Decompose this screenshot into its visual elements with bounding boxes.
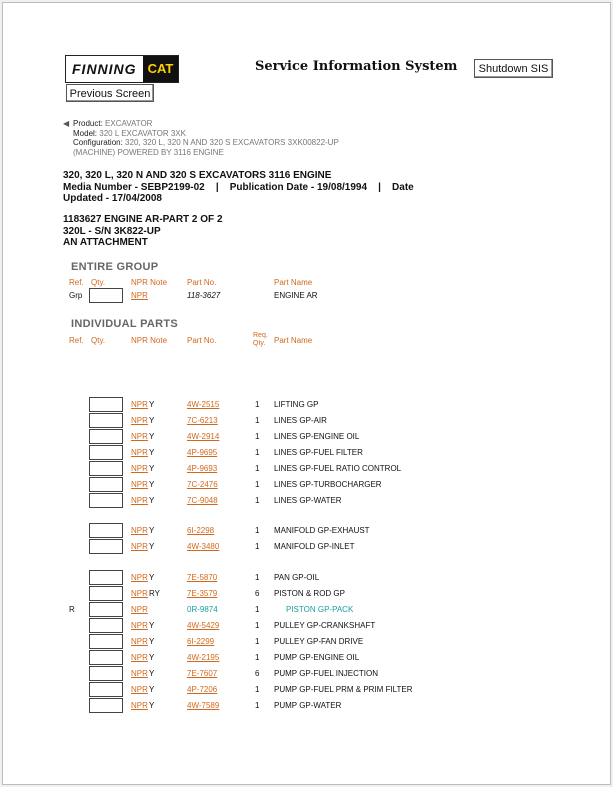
table-row xyxy=(3,650,610,666)
previous-screen-button[interactable]: Previous Screen xyxy=(66,84,154,102)
part-name: MANIFOLD GP-EXHAUST xyxy=(274,526,370,535)
part-number-link[interactable]: 7E-3579 xyxy=(187,589,218,598)
req-qty: 1 xyxy=(255,542,260,551)
part-number-link[interactable]: 4W-2195 xyxy=(187,653,220,662)
part-number-link[interactable]: 7C-2476 xyxy=(187,480,218,489)
qty-input[interactable] xyxy=(89,602,123,617)
req-qty: 1 xyxy=(255,526,260,535)
req-qty: 1 xyxy=(255,685,260,694)
qty-input[interactable] xyxy=(89,682,123,697)
part-name: MANIFOLD GP-INLET xyxy=(274,542,355,551)
npr-note: Y xyxy=(149,637,155,646)
logo-cat-text: CAT xyxy=(143,56,179,82)
row-ref: Grp xyxy=(69,291,83,300)
part-name: PUMP GP-WATER xyxy=(274,701,342,710)
npr-link[interactable]: NPR xyxy=(131,542,148,551)
req-qty: 1 xyxy=(255,605,260,614)
part-number-link[interactable]: 0R-9874 xyxy=(187,605,218,614)
logo-finning-text: FINNING xyxy=(72,61,137,77)
qty-input[interactable] xyxy=(89,429,123,444)
part-name: PULLEY GP-CRANKSHAFT xyxy=(274,621,376,630)
part-name: PULLEY GP-FAN DRIVE xyxy=(274,637,364,646)
finning-cat-logo xyxy=(65,55,179,83)
qty-input[interactable] xyxy=(89,477,123,492)
npr-note: Y xyxy=(149,701,155,710)
product-info xyxy=(63,119,339,157)
col-head-req-qty-label: Qty. xyxy=(253,340,266,347)
qty-input[interactable] xyxy=(89,586,123,601)
npr-link[interactable]: NPR xyxy=(131,701,148,710)
npr-note: Y xyxy=(149,432,155,441)
col-head-part-name: Part Name xyxy=(274,278,313,287)
table-row xyxy=(3,682,610,698)
part-name: LINES GP-TURBOCHARGER xyxy=(274,480,382,489)
col-head-part-name: Part Name xyxy=(274,336,313,345)
product-value: EXCAVATOR xyxy=(105,119,153,128)
shutdown-sis-button[interactable]: Shutdown SIS xyxy=(474,59,553,78)
npr-link[interactable]: NPR xyxy=(131,432,148,441)
part-number-link[interactable]: 4W-5429 xyxy=(187,621,220,630)
npr-link[interactable]: NPR xyxy=(131,480,148,489)
qty-input[interactable] xyxy=(89,666,123,681)
qty-input[interactable] xyxy=(89,618,123,633)
qty-input[interactable] xyxy=(89,397,123,412)
part-number-link[interactable]: 4W-2914 xyxy=(187,432,220,441)
part-number: 118-3627 xyxy=(187,291,221,300)
part-name: PISTON & ROD GP xyxy=(274,589,345,598)
qty-input[interactable] xyxy=(89,493,123,508)
part-name: LINES GP-FUEL FILTER xyxy=(274,448,363,457)
individual-parts-title: INDIVIDUAL PARTS xyxy=(71,318,179,330)
req-qty: 1 xyxy=(255,480,260,489)
col-head-req: Req. xyxy=(253,332,268,339)
qty-input[interactable] xyxy=(89,288,123,303)
npr-link[interactable]: NPR xyxy=(131,496,148,505)
table-row xyxy=(3,493,610,509)
table-row xyxy=(3,523,610,539)
date-updated-line: Updated - 17/04/2008 xyxy=(63,193,162,204)
part-name: LIFTING GP xyxy=(274,400,319,409)
npr-note: Y xyxy=(149,400,155,409)
qty-input[interactable] xyxy=(89,461,123,476)
table-row xyxy=(3,397,610,413)
table-row xyxy=(3,445,610,461)
npr-link[interactable]: NPR xyxy=(131,605,148,614)
npr-note: Y xyxy=(149,542,155,551)
npr-link[interactable]: NPR xyxy=(131,573,148,582)
part-number-link[interactable]: 4W-3480 xyxy=(187,542,220,551)
req-qty: 1 xyxy=(255,416,260,425)
npr-link[interactable]: NPR xyxy=(131,685,148,694)
qty-input[interactable] xyxy=(89,698,123,713)
part-number-link[interactable]: 4P-9695 xyxy=(187,448,218,457)
part-number-link[interactable]: 7E-5870 xyxy=(187,573,218,582)
col-head-part-no: Part No. xyxy=(187,336,217,345)
npr-link[interactable]: NPR xyxy=(131,291,148,300)
table-row xyxy=(3,602,610,618)
npr-note: Y xyxy=(149,464,155,473)
npr-link[interactable]: NPR xyxy=(131,589,148,598)
qty-input[interactable] xyxy=(89,413,123,428)
table-row xyxy=(3,570,610,586)
qty-input[interactable] xyxy=(89,650,123,665)
req-qty: 1 xyxy=(255,621,260,630)
part-name: ENGINE AR xyxy=(274,291,318,300)
part-name: LINES GP-ENGINE OIL xyxy=(274,432,360,441)
col-head-ref: Ref. xyxy=(69,336,84,345)
document-title: 320, 320 L, 320 N AND 320 S EXCAVATORS 3116 ENGINE xyxy=(63,170,332,181)
req-qty: 1 xyxy=(255,637,260,646)
npr-link[interactable]: NPR xyxy=(131,653,148,662)
npr-link[interactable]: NPR xyxy=(131,669,148,678)
col-head-npr-note: NPR Note xyxy=(131,278,168,287)
req-qty: 1 xyxy=(255,496,260,505)
qty-input[interactable] xyxy=(89,570,123,585)
product-label: Product: xyxy=(73,119,103,128)
npr-note: Y xyxy=(149,573,155,582)
part-number-link[interactable]: 4P-7206 xyxy=(187,685,218,694)
table-row xyxy=(3,429,610,445)
qty-input[interactable] xyxy=(89,445,123,460)
document-page xyxy=(2,2,611,785)
part-name: LINES GP-AIR xyxy=(274,416,327,425)
table-row xyxy=(3,413,610,429)
part-number-link[interactable]: 4P-9693 xyxy=(187,464,218,473)
part-number-link[interactable]: 4W-7589 xyxy=(187,701,220,710)
table-row xyxy=(3,666,610,682)
col-head-qty: Qty. xyxy=(91,336,106,345)
table-row xyxy=(3,477,610,493)
npr-note: Y xyxy=(149,669,155,678)
part-name: PISTON GP-PACK xyxy=(286,605,354,614)
qty-input[interactable] xyxy=(89,634,123,649)
part-name: LINES GP-WATER xyxy=(274,496,342,505)
req-qty: 1 xyxy=(255,653,260,662)
req-qty: 1 xyxy=(255,400,260,409)
req-qty: 1 xyxy=(255,573,260,582)
table-row xyxy=(3,539,610,555)
table-row xyxy=(3,586,610,602)
npr-note: RY xyxy=(149,589,160,598)
npr-note: Y xyxy=(149,685,155,694)
configuration-label: Configuration: xyxy=(73,138,123,147)
part-name: PUMP GP-FUEL PRM & PRIM FILTER xyxy=(274,685,413,694)
req-qty: 1 xyxy=(255,701,260,710)
part-title: 1183627 ENGINE AR-PART 2 OF 2 xyxy=(63,214,223,225)
table-row xyxy=(3,634,610,650)
npr-note: Y xyxy=(149,480,155,489)
req-qty: 1 xyxy=(255,432,260,441)
npr-link[interactable]: NPR xyxy=(131,637,148,646)
table-row xyxy=(3,698,610,714)
req-qty: 1 xyxy=(255,448,260,457)
page-title: Service Information System xyxy=(255,59,458,74)
model-label: Model: xyxy=(73,128,98,138)
part-name: PAN GP-OIL xyxy=(274,573,320,582)
part-number-link[interactable]: 4W-2515 xyxy=(187,400,220,409)
media-publication-line: Media Number - SEBP2199-02 | Publication Date - 19/08/1994 | Date xyxy=(63,181,414,193)
part-number-link[interactable]: 7E-7607 xyxy=(187,669,218,678)
col-head-npr-note: NPR Note xyxy=(131,336,168,345)
table-row xyxy=(3,618,610,634)
part-attachment: AN ATTACHMENT xyxy=(63,237,148,248)
col-head-qty: Qty. xyxy=(91,278,106,287)
npr-note: Y xyxy=(149,621,155,630)
npr-note: Y xyxy=(149,416,155,425)
part-number-link[interactable]: 6I-2298 xyxy=(187,526,215,535)
entire-group-title: ENTIRE GROUP xyxy=(71,261,159,273)
npr-link[interactable]: NPR xyxy=(131,448,148,457)
document-header xyxy=(63,170,543,205)
npr-link[interactable]: NPR xyxy=(131,526,148,535)
npr-link[interactable]: NPR xyxy=(131,621,148,630)
part-name: PUMP GP-ENGINE OIL xyxy=(274,653,360,662)
npr-link[interactable]: NPR xyxy=(131,464,148,473)
entire-group-row xyxy=(3,288,610,304)
row-ref: R xyxy=(69,605,75,614)
req-qty: 6 xyxy=(255,669,260,678)
configuration-value-line2: (MACHINE) POWERED BY 3116 ENGINE xyxy=(73,147,224,157)
npr-note: Y xyxy=(149,496,155,505)
part-number-link[interactable]: 7C-9048 xyxy=(187,496,218,505)
req-qty: 6 xyxy=(255,589,260,598)
configuration-value: 320, 320 L, 320 N AND 320 S EXCAVATORS 3XK00822-UP xyxy=(125,138,339,147)
part-header xyxy=(63,214,223,249)
part-number-link[interactable]: 7C-6213 xyxy=(187,416,218,425)
part-serial: 320L - S/N 3K822-UP xyxy=(63,225,161,237)
model-value: 320 L EXCAVATOR 3XK xyxy=(99,128,186,138)
npr-note: Y xyxy=(149,448,155,457)
part-number-link[interactable]: 6I-2299 xyxy=(187,637,215,646)
table-row xyxy=(3,461,610,477)
col-head-ref: Ref. xyxy=(69,278,84,287)
col-head-part-no: Part No. xyxy=(187,278,217,287)
req-qty: 1 xyxy=(255,464,260,473)
npr-link[interactable]: NPR xyxy=(131,400,148,409)
part-name: LINES GP-FUEL RATIO CONTROL xyxy=(274,464,402,473)
npr-note: Y xyxy=(149,526,155,535)
qty-input[interactable] xyxy=(89,539,123,554)
part-name: PUMP GP-FUEL INJECTION xyxy=(274,669,379,678)
npr-note: Y xyxy=(149,653,155,662)
npr-link[interactable]: NPR xyxy=(131,416,148,425)
col-head-req-qty xyxy=(253,332,268,348)
collapse-triangle-icon[interactable]: ◀ xyxy=(63,119,70,128)
qty-input[interactable] xyxy=(89,523,123,538)
